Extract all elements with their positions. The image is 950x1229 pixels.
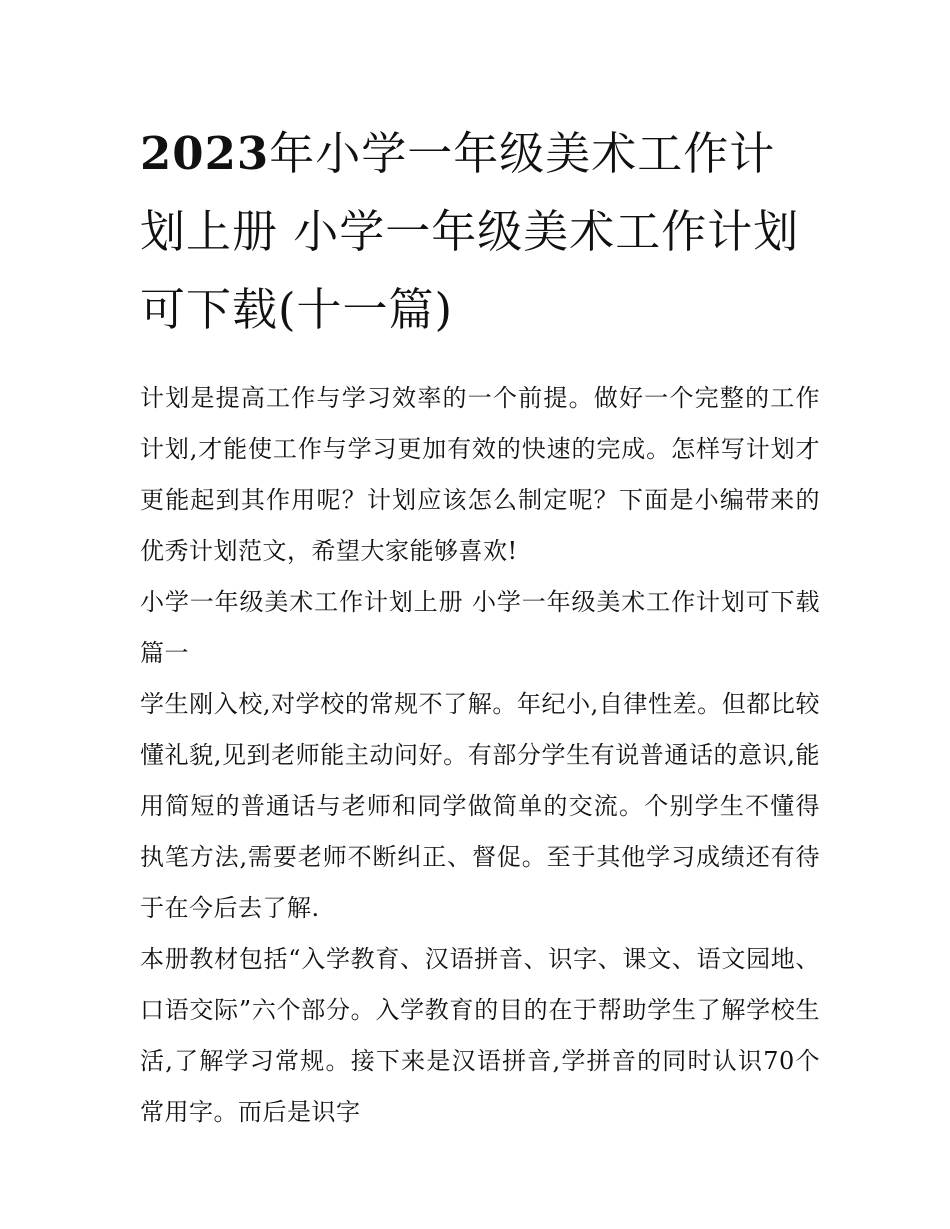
title-text: 年小学一年级美术工作计划上册 小学一年级美术工作计划可下载(十一篇) [140,127,800,336]
document-title [140,115,820,349]
document-page [140,115,820,1138]
section-heading: 小学一年级美术工作计划上册 小学一年级美术工作计划可下载篇一 [140,588,820,667]
title-year: 2023 [140,127,270,180]
intro-paragraph: 计划是提高工作与学习效率的一个前提。做好一个完整的工作计划,才能使工作与学习更加有效的快速的完成。怎样写计划才更能起到其作用呢？计划应该怎么制定呢？下面是小编带来的优秀计划范文，希望大家能够喜欢! [140,384,820,565]
body-paragraph-1: 学生刚入校,对学校的常规不了解。年纪小,自律性差。但都比较懂礼貌,见到老师能主动问好。有部分学生有说普通话的意识,能用简短的普通话与老师和同学做简单的交流。个别学生不懂得执笔方法,需要老师不断纠正、督促。至于其他学习成绩还有待于在今后去了解. [140,690,820,922]
body-paragraph-2: 本册教材包括“入学教育、汉语拼音、识字、课文、语文园地、口语交际”六个部分。入学教育的目的在于帮助学生了解学校生活,了解学习常规。接下来是汉语拼音,学拼音的同时认识70个常用字。而后是识字 [140,945,820,1126]
